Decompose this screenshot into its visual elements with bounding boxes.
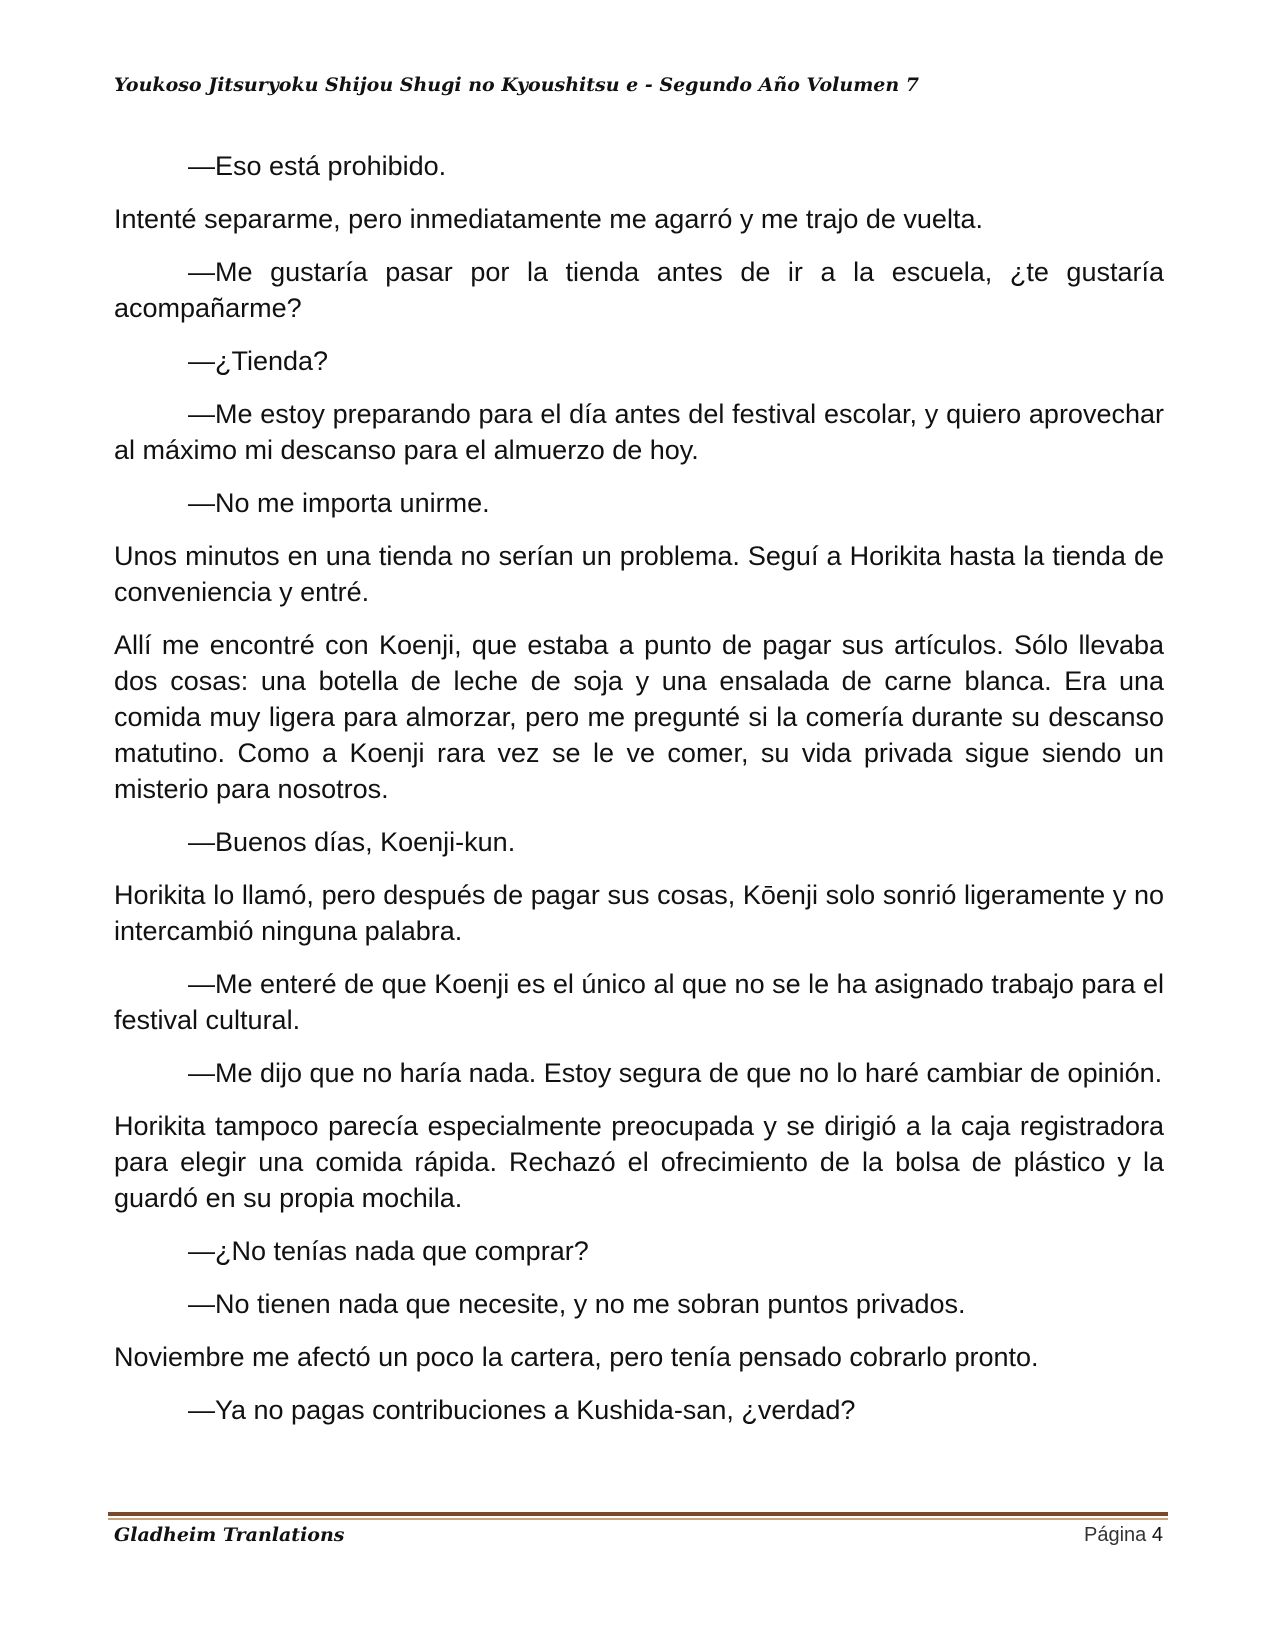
page-label: Página bbox=[1084, 1524, 1147, 1546]
paragraph: —Me enteré de que Koenji es el único al que no se le ha asignado trabajo para el festival cultural. bbox=[114, 969, 1164, 1035]
paragraph: —Me gustaría pasar por la tienda antes de ir a la escuela, ¿te gustaría acompañarme? bbox=[114, 257, 1164, 323]
paragraph: —No tienen nada que necesite, y no me sobran puntos privados. bbox=[188, 1289, 966, 1319]
paragraph: Horikita lo llamó, pero después de pagar sus cosas, Kōenji solo sonrió ligeramente y no intercambió ninguna palabra. bbox=[114, 880, 1164, 946]
paragraph: Unos minutos en una tienda no serían un problema. Seguí a Horikita hasta la tienda de conveniencia y entré. bbox=[114, 541, 1164, 607]
page-body bbox=[114, 148, 1164, 1445]
paragraph: Allí me encontré con Koenji, que estaba a punto de pagar sus artículos. Sólo llevaba dos cosas: una botella de leche de soja y una ensalada de carne blanca. Era una comida muy ligera para almorzar, pero me pregunté si la comería durante su descanso matutino. Como a Koenji rara vez se le ve comer, su vida privada sigue siendo un misterio para nosotros. bbox=[114, 630, 1164, 804]
footer-divider bbox=[108, 1512, 1168, 1520]
paragraph: Intenté separarme, pero inmediatamente me agarró y me trajo de vuelta. bbox=[114, 204, 983, 234]
page-number bbox=[1084, 1524, 1163, 1547]
paragraph: —Eso está prohibido. bbox=[188, 151, 447, 181]
paragraph: Horikita tampoco parecía especialmente preocupada y se dirigió a la caja registradora para elegir una comida rápida. Rechazó el ofrecimiento de la bolsa de plástico y la guardó en su propia mochila. bbox=[114, 1111, 1164, 1213]
running-header: Youkoso Jitsuryoku Shijou Shugi no Kyoushitsu e - Segundo Año Volumen 7 bbox=[114, 74, 920, 96]
paragraph: —No me importa unirme. bbox=[188, 488, 490, 518]
paragraph: —¿Tienda? bbox=[188, 346, 329, 376]
paragraph: —Me estoy preparando para el día antes del festival escolar, y quiero aprovechar al máximo mi descanso para el almuerzo de hoy. bbox=[114, 399, 1164, 465]
page-number-value: 4 bbox=[1151, 1524, 1163, 1546]
paragraph: Noviembre me afectó un poco la cartera, pero tenía pensado cobrarlo pronto. bbox=[114, 1342, 1039, 1372]
paragraph: —¿No tenías nada que comprar? bbox=[188, 1236, 589, 1266]
footer-credit: Gladheim Tranlations bbox=[114, 1524, 345, 1546]
paragraph: —Buenos días, Koenji-kun. bbox=[188, 827, 516, 857]
paragraph: —Me dijo que no haría nada. Estoy segura de que no lo haré cambiar de opinión. bbox=[188, 1058, 1163, 1088]
paragraph: —Ya no pagas contribuciones a Kushida-san, ¿verdad? bbox=[188, 1395, 856, 1425]
